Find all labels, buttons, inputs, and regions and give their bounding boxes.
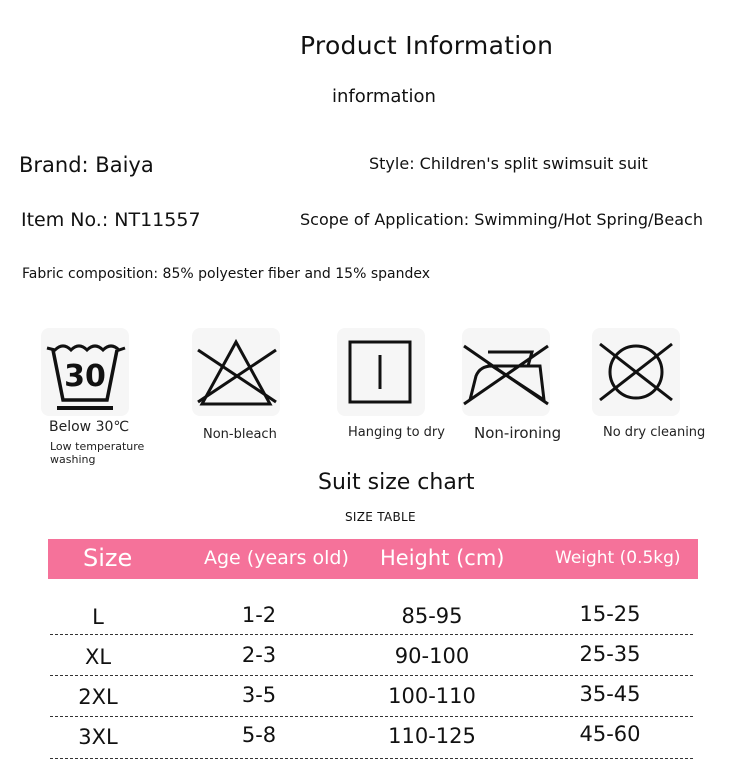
table-row-divider (50, 716, 693, 717)
item-number-text: Item No.: NT11557 (21, 209, 201, 231)
page-title: Product Information (300, 31, 554, 60)
table-cell-size: 2XL (78, 685, 118, 709)
no-bleach-icon (192, 328, 280, 416)
scope-text: Scope of Application: Swimming/Hot Spring/Beach (300, 210, 703, 229)
table-cell-age: 5-8 (241, 723, 277, 747)
hang-dry-icon (337, 328, 425, 416)
table-cell-size: XL (84, 645, 112, 669)
size-chart-title: Suit size chart (318, 470, 475, 495)
table-cell-height: 110-125 (388, 724, 476, 748)
column-header-age: Age (years old) (204, 547, 349, 569)
iron-label: Non-ironing (474, 424, 562, 442)
page-subtitle: information (332, 86, 436, 107)
size-table-label: SIZE TABLE (345, 510, 416, 524)
table-cell-age: 3-5 (241, 683, 277, 707)
wash-label: Below 30℃ (49, 419, 130, 435)
no-iron-icon (462, 328, 550, 416)
wash-30-icon (41, 328, 129, 416)
table-row-divider (50, 675, 693, 676)
wash-sublabel-2: washing (50, 453, 96, 466)
table-cell-height: 90-100 (394, 644, 470, 668)
wash-sublabel-1: Low temperature (50, 440, 145, 453)
bleach-label: Non-bleach (203, 427, 277, 442)
hang-label: Hanging to dry (348, 425, 445, 440)
table-cell-height: 100-110 (388, 684, 476, 708)
table-cell-size: L (92, 605, 104, 629)
brand-text: Brand: Baiya (19, 153, 154, 177)
table-cell-weight: 15-25 (579, 602, 641, 626)
no-dry-clean-icon (592, 328, 680, 416)
table-cell-size: 3XL (78, 725, 118, 749)
table-cell-weight: 35-45 (579, 682, 641, 706)
style-text: Style: Children's split swimsuit suit (369, 154, 648, 173)
size-table-header (48, 539, 698, 579)
column-header-size: Size (83, 544, 133, 572)
dry-clean-label: No dry cleaning (603, 425, 706, 440)
table-row-divider (50, 758, 693, 759)
wash-temperature-number: 30 (64, 359, 106, 394)
column-header-height: Height (cm) (380, 546, 505, 570)
table-cell-age: 1-2 (241, 603, 277, 627)
fabric-composition-text: Fabric composition: 85% polyester fiber and 15% spandex (22, 266, 431, 282)
table-cell-weight: 25-35 (579, 642, 641, 666)
table-row-divider (50, 634, 693, 635)
table-cell-height: 85-95 (401, 604, 463, 628)
table-cell-age: 2-3 (241, 643, 277, 667)
column-header-weight: Weight (0.5kg) (555, 548, 681, 568)
table-cell-weight: 45-60 (579, 722, 641, 746)
